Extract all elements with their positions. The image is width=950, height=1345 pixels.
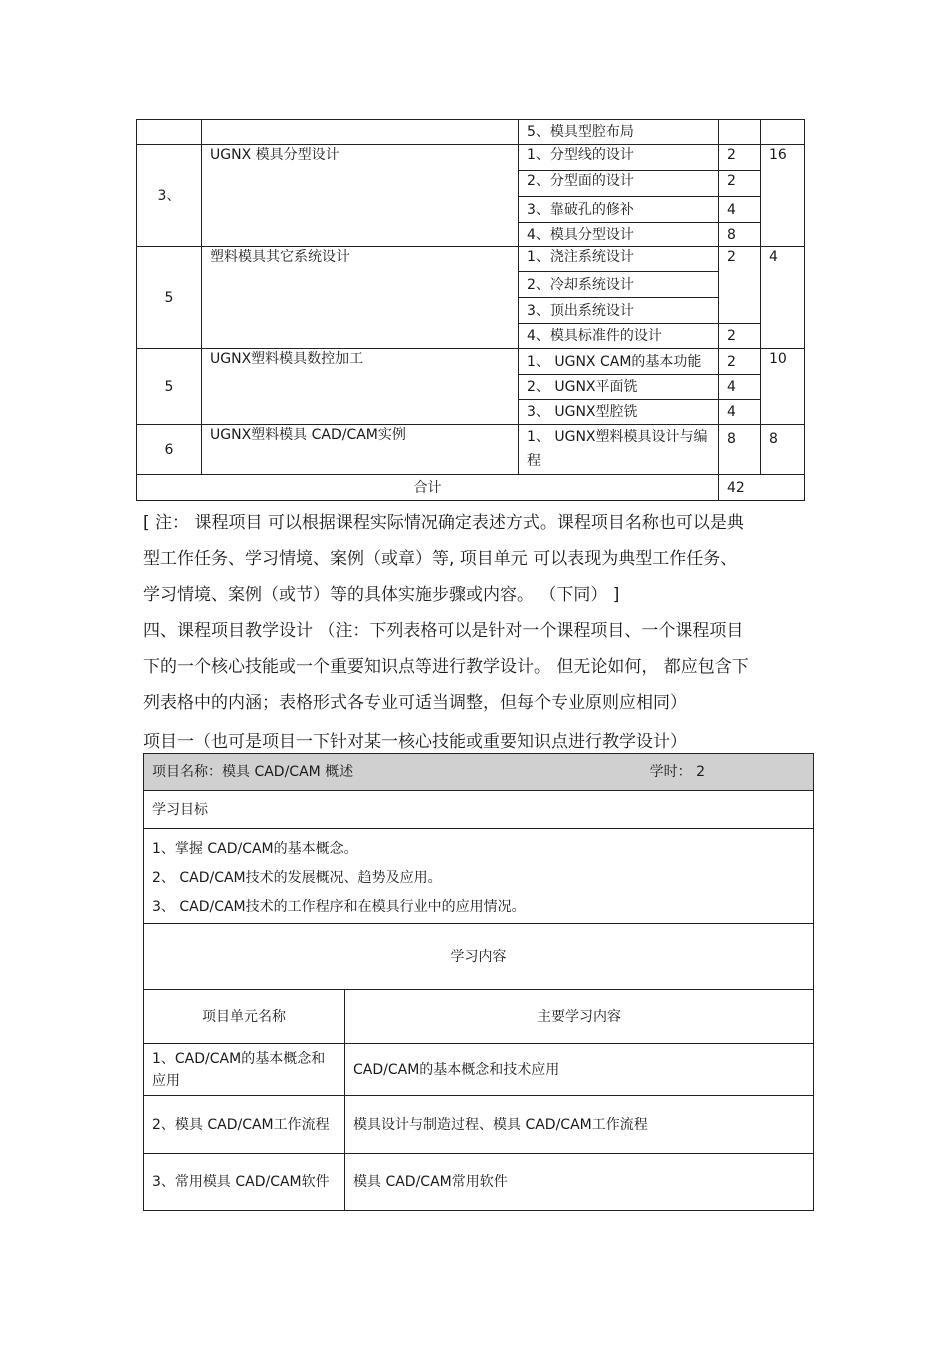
cell-no: 5	[137, 349, 202, 425]
design-table	[143, 753, 814, 1211]
cell-unit: 1、分型线的设计	[519, 145, 719, 171]
schedule-table	[136, 119, 805, 501]
note-line: 型工作任务、学习情境、案例（或章）等, 项目单元 可以表现为典型工作任务、	[143, 549, 738, 569]
unit-content: CAD/CAM的基本概念和技术应用	[345, 1044, 814, 1096]
goals-list	[144, 829, 814, 924]
class-hours: 学时： 2	[649, 764, 705, 780]
sum-label: 合计	[137, 475, 719, 501]
cell-unit: 3、顶出系统设计	[519, 298, 719, 324]
cell-unit: 3、 UGNX型腔铣	[519, 400, 719, 425]
project-title: 项目一（也可是项目一下针对某一核心技能或重要知识点进行教学设计）	[143, 732, 687, 752]
cell-no: 5	[137, 247, 202, 349]
cell-total: 4	[761, 247, 805, 349]
cell-hours: 2	[719, 145, 761, 171]
unit-content: 模具 CAD/CAM常用软件	[345, 1154, 814, 1211]
goal-item: 2、 CAD/CAM技术的发展概况、趋势及应用。	[152, 870, 442, 886]
cell-hours: 2	[719, 349, 761, 375]
cell-unit: 1、 UGNX CAM的基本功能	[519, 349, 719, 375]
cell-no	[137, 120, 202, 145]
cell-hours	[719, 120, 761, 145]
cell-unit: 3、靠破孔的修补	[519, 197, 719, 223]
cell-total: 8	[761, 425, 805, 475]
note-line: 下的一个核心技能或一个重要知识点等进行教学设计。 但无论如何， 都应包含下	[143, 657, 749, 677]
header-row	[144, 754, 814, 791]
cell-total: 16	[761, 145, 805, 247]
note-line: 列表格中的内涵；表格形式各专业可适当调整，但每个专业原则应相同）	[143, 693, 687, 713]
goals-label: 学习目标	[144, 791, 814, 829]
col-unit-header: 项目单元名称	[144, 990, 345, 1044]
cell-unit: 5、模具型腔布局	[519, 120, 719, 145]
cell-unit: 4、模具标准件的设计	[519, 324, 719, 349]
unit-name: 3、常用模具 CAD/CAM软件	[144, 1154, 345, 1211]
cell-unit: 2、 UGNX平面铣	[519, 375, 719, 400]
goal-item: 1、掌握 CAD/CAM的基本概念。	[152, 841, 358, 857]
cell-total	[761, 120, 805, 145]
sum-value: 42	[719, 475, 805, 501]
cell-hours: 8	[719, 425, 761, 475]
cell-project	[202, 120, 519, 145]
content-label: 学习内容	[144, 924, 814, 990]
cell-no: 3、	[137, 145, 202, 247]
unit-name: 2、模具 CAD/CAM工作流程	[144, 1096, 345, 1154]
cell-total: 10	[761, 349, 805, 425]
project-name: 项目名称：模具 CAD/CAM 概述	[152, 764, 354, 780]
cell-hours: 2	[719, 247, 761, 324]
cell-unit: 1、浇注系统设计	[519, 247, 719, 272]
cell-unit: 2、冷却系统设计	[519, 272, 719, 298]
cell-hours: 4	[719, 197, 761, 223]
col-content-header: 主要学习内容	[345, 990, 814, 1044]
cell-project: UGNX 模具分型设计	[202, 145, 519, 247]
cell-hours: 8	[719, 223, 761, 247]
cell-no: 6	[137, 425, 202, 475]
cell-hours: 2	[719, 171, 761, 197]
cell-hours: 2	[719, 324, 761, 349]
section-heading: 四、课程项目教学设计 （注：下列表格可以是针对一个课程项目、一个课程项目	[143, 621, 744, 641]
cell-hours: 4	[719, 400, 761, 425]
cell-project: UGNX塑料模具 CAD/CAM实例	[202, 425, 519, 475]
note-block	[143, 505, 823, 721]
cell-unit: 1、 UGNX塑料模具设计与编程	[519, 425, 719, 475]
goal-item: 3、 CAD/CAM技术的工作程序和在模具行业中的应用情况。	[152, 899, 526, 915]
unit-name: 1、CAD/CAM的基本概念和应用	[144, 1044, 345, 1096]
note-line: 学习情境、案例（或节）等的具体实施步骤或内容。 （下同） ]	[143, 585, 620, 605]
note-line: [ 注： 课程项目 可以根据课程实际情况确定表述方式。课程项目名称也可以是典	[143, 513, 744, 533]
unit-content: 模具设计与制造过程、模具 CAD/CAM工作流程	[345, 1096, 814, 1154]
cell-project: 塑料模具其它系统设计	[202, 247, 519, 349]
cell-hours: 4	[719, 375, 761, 400]
cell-unit: 2、分型面的设计	[519, 171, 719, 197]
cell-project: UGNX塑料模具数控加工	[202, 349, 519, 425]
cell-unit: 4、模具分型设计	[519, 223, 719, 247]
